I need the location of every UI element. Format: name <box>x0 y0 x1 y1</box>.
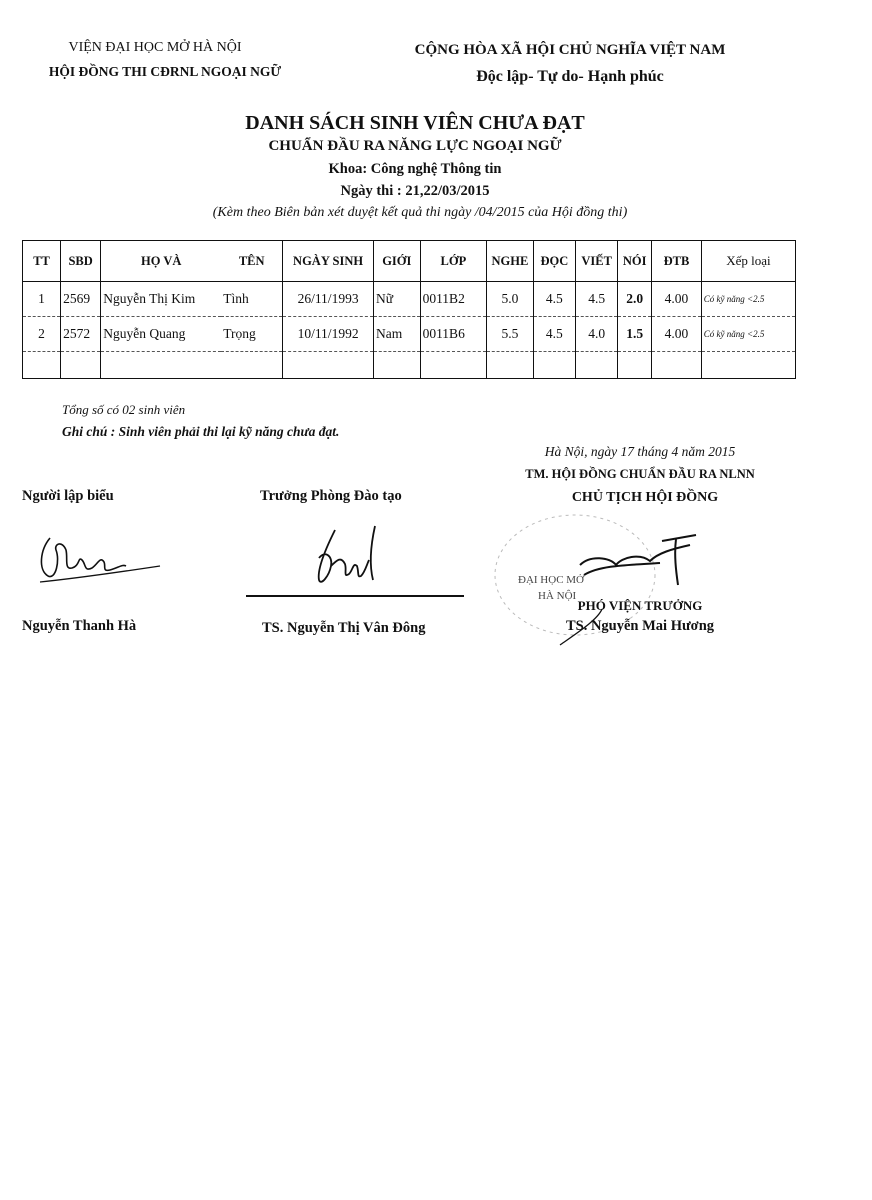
col-header-xep-loai: Xếp loại <box>701 241 795 282</box>
preparer-title: Người lập biểu <box>22 488 114 504</box>
cell-viet: 4.0 <box>575 317 617 352</box>
cell-dtb: 4.00 <box>652 317 702 352</box>
training-head-signature-line <box>246 595 464 597</box>
cell-lop: 0011B2 <box>420 282 487 317</box>
cell-nghe: 5.0 <box>487 282 534 317</box>
cell-viet: 4.5 <box>575 282 617 317</box>
training-head-name: TS. Nguyễn Thị Vân Đông <box>262 620 426 636</box>
cell-sbd: 2569 <box>61 282 101 317</box>
col-header-ho-va: HỌ VÀ <box>101 241 222 282</box>
cell-tt: 1 <box>23 282 61 317</box>
cell-ten: Trọng <box>221 317 282 352</box>
document-subtitle: CHUẨN ĐẦU RA NĂNG LỰC NGOẠI NGỮ <box>268 138 562 154</box>
vice-director-title: PHÓ VIỆN TRƯỞNG <box>577 598 703 613</box>
stamp-text-2: HÀ NỘI <box>538 590 577 602</box>
republic-name: CỘNG HÒA XÃ HỘI CHỦ NGHĨA VIỆT NAM <box>414 42 726 58</box>
training-head-title: Trưởng Phòng Đào tạo <box>260 488 402 504</box>
cell-ho-va: Nguyễn Quang <box>101 317 222 352</box>
cell-sbd: 2572 <box>61 317 101 352</box>
cell-ten: Tình <box>221 282 282 317</box>
cell-ngay-sinh: 26/11/1993 <box>283 282 374 317</box>
document-title: DANH SÁCH SINH VIÊN CHƯA ĐẠT <box>245 112 585 134</box>
total-count: Tổng số có 02 sinh viên <box>62 402 186 417</box>
cell-doc: 4.5 <box>533 317 575 352</box>
table-row-empty <box>23 352 796 379</box>
cell-doc: 4.5 <box>533 282 575 317</box>
council-line: TM. HỘI ĐỒNG CHUẨN ĐẦU RA NLNN <box>525 467 755 481</box>
cell-gioi: Nữ <box>374 282 421 317</box>
national-motto: Độc lập- Tự do- Hạnh phúc <box>476 68 664 85</box>
col-header-lop: LỚP <box>420 241 487 282</box>
cell-ho-va: Nguyễn Thị Kim <box>101 282 222 317</box>
cell-xep-loai: Có kỹ năng <2.5 <box>701 282 795 317</box>
cell-xep-loai: Có kỹ năng <2.5 <box>701 317 795 352</box>
col-header-viet: VIẾT <box>575 241 617 282</box>
attachment-note: (Kèm theo Biên bản xét duyệt kết quả thi ngày /04/2015 của Hội đồng thi) <box>212 205 628 220</box>
cell-nghe: 5.5 <box>487 317 534 352</box>
table-row <box>23 282 796 317</box>
chair-title: CHỦ TỊCH HỘI ĐỒNG <box>571 490 719 505</box>
cell-dtb: 4.00 <box>652 282 702 317</box>
cell-gioi: Nam <box>374 317 421 352</box>
stamp-text-1: ĐẠI HỌC MỞ <box>518 574 584 586</box>
col-header-nghe: NGHE <box>487 241 534 282</box>
faculty-line: Khoa: Công nghệ Thông tin <box>328 161 502 177</box>
exam-date-line: Ngày thi : 21,22/03/2015 <box>340 183 490 199</box>
cell-noi: 2.0 <box>618 282 652 317</box>
col-header-sbd: SBD <box>61 241 101 282</box>
col-header-noi: NÓI <box>618 241 652 282</box>
board-name: HỘI ĐỒNG THI CĐRNL NGOẠI NGỮ <box>48 64 282 79</box>
col-header-doc: ĐỌC <box>533 241 575 282</box>
col-header-gioi: GIỚI <box>374 241 421 282</box>
table-header-row <box>23 241 796 282</box>
cell-lop: 0011B6 <box>420 317 487 352</box>
col-header-ten: TÊN <box>221 241 282 282</box>
table-row <box>23 317 796 352</box>
col-header-ngay-sinh: NGÀY SINH <box>283 241 374 282</box>
col-header-tt: TT <box>23 241 61 282</box>
preparer-signature <box>30 520 170 600</box>
training-head-signature <box>295 520 415 600</box>
cell-noi: 1.5 <box>618 317 652 352</box>
note-line: Ghi chú : Sinh viên phải thi lại kỹ năng chưa đạt. <box>62 424 340 439</box>
vice-director-name: TS. Nguyễn Mai Hương <box>565 618 715 634</box>
cell-ngay-sinh: 10/11/1992 <box>283 317 374 352</box>
institute-name: VIỆN ĐẠI HỌC MỞ HÀ NỘI <box>68 40 242 55</box>
col-header-dtb: ĐTB <box>652 241 702 282</box>
results-table <box>22 240 796 379</box>
cell-tt: 2 <box>23 317 61 352</box>
preparer-name: Nguyễn Thanh Hà <box>22 618 137 634</box>
date-place: Hà Nội, ngày 17 tháng 4 năm 2015 <box>544 444 736 459</box>
